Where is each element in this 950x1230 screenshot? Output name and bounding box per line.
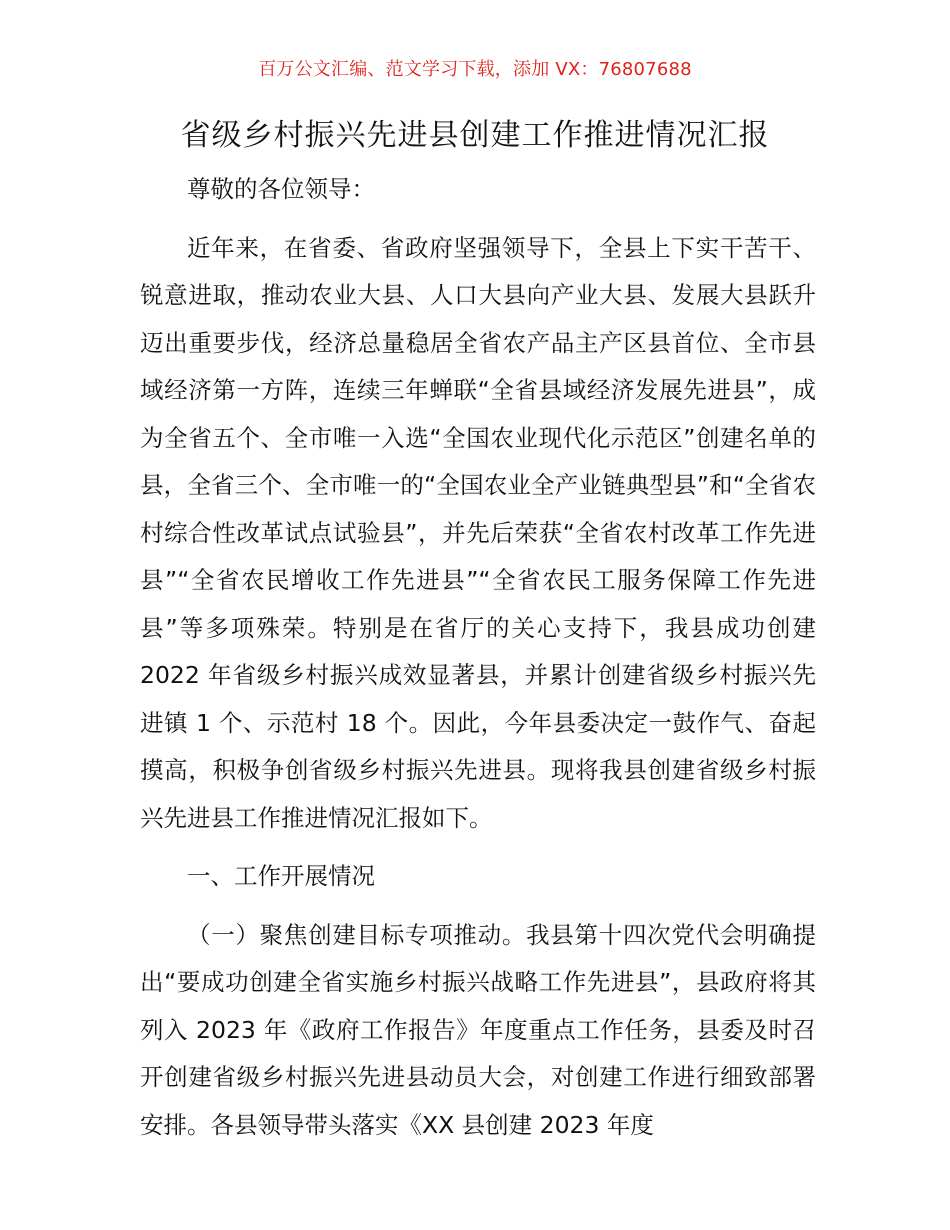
header-watermark-text: 百万公文汇编、范文学习下载，添加 VX：76807688 — [258, 59, 692, 80]
document-title: 省级乡村振兴先进县创建工作推进情况汇报 — [180, 118, 770, 153]
intro-paragraph: 近年来，在省委、省政府坚强领导下，全县上下实干苦干、锐意进取，推动农业大县、人口大县向产业大县、发展大县跃升迈出重要步伐，经济总量稳居全省农产品主产区县首位、全市县域经济第一方阵，连续三年蝉联“全省县域经济发展先进县”，成为全省五个、全市唯一入选“全国农业现代化示范区”创建名单的县，全省三个、全市唯一的“全国农业全产业链典型县”和“全省农村综合性改革试点试验县”，并先后荣获“全省农村改革工作先进县”“全省农民增收工作先进县”“全省农民工服务保障工作先进县”等多项殊荣。特别是在省厅的关心支持下，我县成功创建 2022 年省级乡村振兴成效显著县，并累计创建省级乡村振兴先进镇 1 个、示范村 18 个。因此，今年县委决定一鼓作气、奋起摸高，积极争创省级乡村振兴先进县。现将我县创建省级乡村振兴先进县工作推进情况汇报如下。 — [140, 233, 816, 832]
section-paragraph: （一）聚焦创建目标专项推动。我县第十四次党代会明确提出“要成功创建全省实施乡村振兴战略工作先进县”，县政府将其列入 2023 年《政府工作报告》年度重点工作任务，县委及时召开创建省级乡村振兴先进县动员大会，对创建工作进行细致部署安排。各县领导带头落实《XX 县创建 2023 年度 — [140, 920, 816, 1139]
document-body — [140, 166, 816, 1149]
section-heading: 一、工作开展情况 — [187, 862, 375, 890]
salutation: 尊敬的各位领导： — [187, 175, 375, 203]
